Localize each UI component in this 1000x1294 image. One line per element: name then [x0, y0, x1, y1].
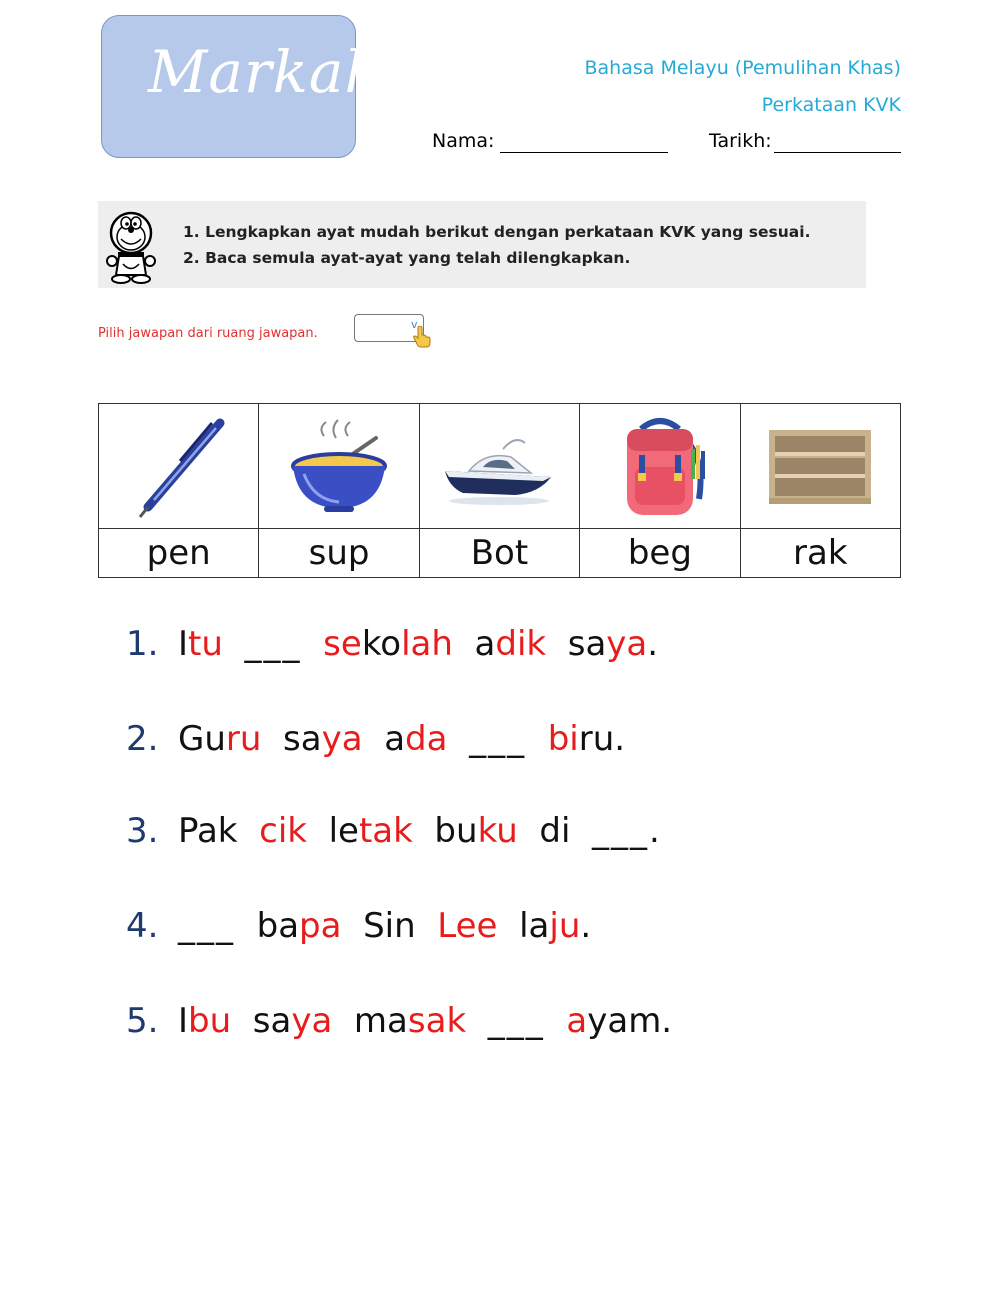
syllable-highlight: tak — [358, 811, 413, 851]
sentence-text: a — [452, 624, 496, 664]
sentence-number: 1. — [126, 624, 159, 664]
syllable-highlight: se — [323, 624, 362, 664]
word-picture-cell — [419, 404, 579, 529]
instruction-2: 2. Baca semula ayat-ayat yang telah dilengkapkan. — [183, 249, 631, 267]
instruction-1: 1. Lengkapkan ayat mudah berikut dengan perkataan KVK yang sesuai. — [183, 223, 811, 241]
syllable-highlight: bu — [188, 1001, 232, 1041]
word-picture-cell — [99, 404, 259, 529]
answer-blank[interactable]: ___ — [487, 1001, 545, 1041]
sentence-text: la — [497, 906, 550, 946]
sentence-text: ko — [361, 624, 402, 664]
sentence-text: di — [517, 811, 593, 851]
sentence-text: . — [649, 811, 660, 851]
word-picture-cell — [740, 404, 900, 529]
word-label-bot: Bot — [419, 529, 579, 578]
sentence-text — [447, 719, 469, 759]
sentence-text — [466, 1001, 488, 1041]
name-field[interactable] — [500, 152, 668, 153]
doraemon-icon — [104, 209, 158, 285]
backpack-icon — [605, 411, 715, 521]
word-table — [98, 403, 901, 578]
word-picture-cell — [580, 404, 740, 529]
sentence-text — [526, 719, 548, 759]
word-picture-cell — [259, 404, 419, 529]
sentence-text — [302, 624, 324, 664]
syllable-highlight: a — [566, 1001, 588, 1041]
soup-bowl-icon — [284, 416, 394, 516]
syllable-highlight: pa — [299, 906, 342, 946]
sentence-text: Sin — [341, 906, 438, 946]
sentence-2 — [126, 719, 625, 759]
instruction-panel — [98, 201, 866, 288]
word-label-beg: beg — [580, 529, 740, 578]
hand-cursor-icon — [413, 326, 431, 348]
answer-blank[interactable]: ___ — [178, 906, 235, 946]
sentence-number: 2. — [126, 719, 159, 759]
syllable-highlight: tu — [188, 624, 223, 664]
sentence-text: Gu — [178, 719, 226, 759]
sentence-5 — [126, 1001, 672, 1041]
sentence-text — [545, 1001, 567, 1041]
syllable-highlight: ju — [549, 906, 581, 946]
answer-blank[interactable]: ___ — [469, 719, 527, 759]
syllable-highlight: ya — [606, 624, 648, 664]
syllable-highlight: lah — [401, 624, 453, 664]
sentence-text: sa — [546, 624, 607, 664]
word-label-rak: rak — [740, 529, 900, 578]
syllable-highlight: da — [405, 719, 448, 759]
sentence-text: ru. — [578, 719, 626, 759]
sentence-text: I — [178, 624, 189, 664]
sentence-text: . — [647, 624, 659, 664]
sentence-number: 4. — [126, 906, 159, 946]
sentence-text: sa — [261, 719, 322, 759]
syllable-highlight: ku — [477, 811, 518, 851]
sentence-text: bu — [412, 811, 478, 851]
sentence-text: ba — [235, 906, 300, 946]
syllable-highlight: cik — [259, 811, 307, 851]
syllable-highlight: dik — [495, 624, 547, 664]
answer-blank[interactable]: ___ — [244, 624, 302, 664]
sentence-3 — [126, 811, 660, 851]
syllable-highlight: ya — [321, 719, 363, 759]
subject-title: Bahasa Melayu (Pemulihan Khas) — [584, 57, 901, 79]
sentence-text: le — [306, 811, 359, 851]
sentence-text: yam. — [587, 1001, 673, 1041]
sentence-text: . — [580, 906, 592, 946]
boat-icon — [439, 421, 559, 511]
dropdown-hint: Pilih jawapan dari ruang jawapan. — [98, 326, 318, 341]
sentence-text: a — [362, 719, 406, 759]
syllable-highlight: bi — [547, 719, 579, 759]
sentence-text: sa — [231, 1001, 292, 1041]
syllable-highlight: Lee — [437, 906, 498, 946]
shelf-icon — [765, 426, 875, 506]
sentence-text: I — [178, 1001, 189, 1041]
sentence-1 — [126, 624, 658, 664]
chevron-down-icon: v — [411, 318, 418, 331]
syllable-highlight: sak — [407, 1001, 467, 1041]
answer-blank[interactable]: ___ — [592, 811, 650, 851]
date-field[interactable] — [774, 152, 901, 153]
sentence-number: 3. — [126, 811, 159, 851]
pen-icon — [124, 411, 234, 521]
sentence-text — [223, 624, 245, 664]
word-label-pen: pen — [99, 529, 259, 578]
syllable-highlight: ya — [291, 1001, 333, 1041]
date-label: Tarikh: — [709, 130, 772, 152]
name-label: Nama: — [432, 130, 495, 152]
sentence-text: Pak — [178, 811, 260, 851]
topic-title: Perkataan KVK — [761, 94, 901, 116]
word-label-sup: sup — [259, 529, 419, 578]
syllable-highlight: ru — [225, 719, 262, 759]
sentence-text: ma — [332, 1001, 408, 1041]
sentence-number: 5. — [126, 1001, 159, 1041]
score-label: Markah — [148, 38, 383, 106]
sentence-4 — [126, 906, 591, 946]
